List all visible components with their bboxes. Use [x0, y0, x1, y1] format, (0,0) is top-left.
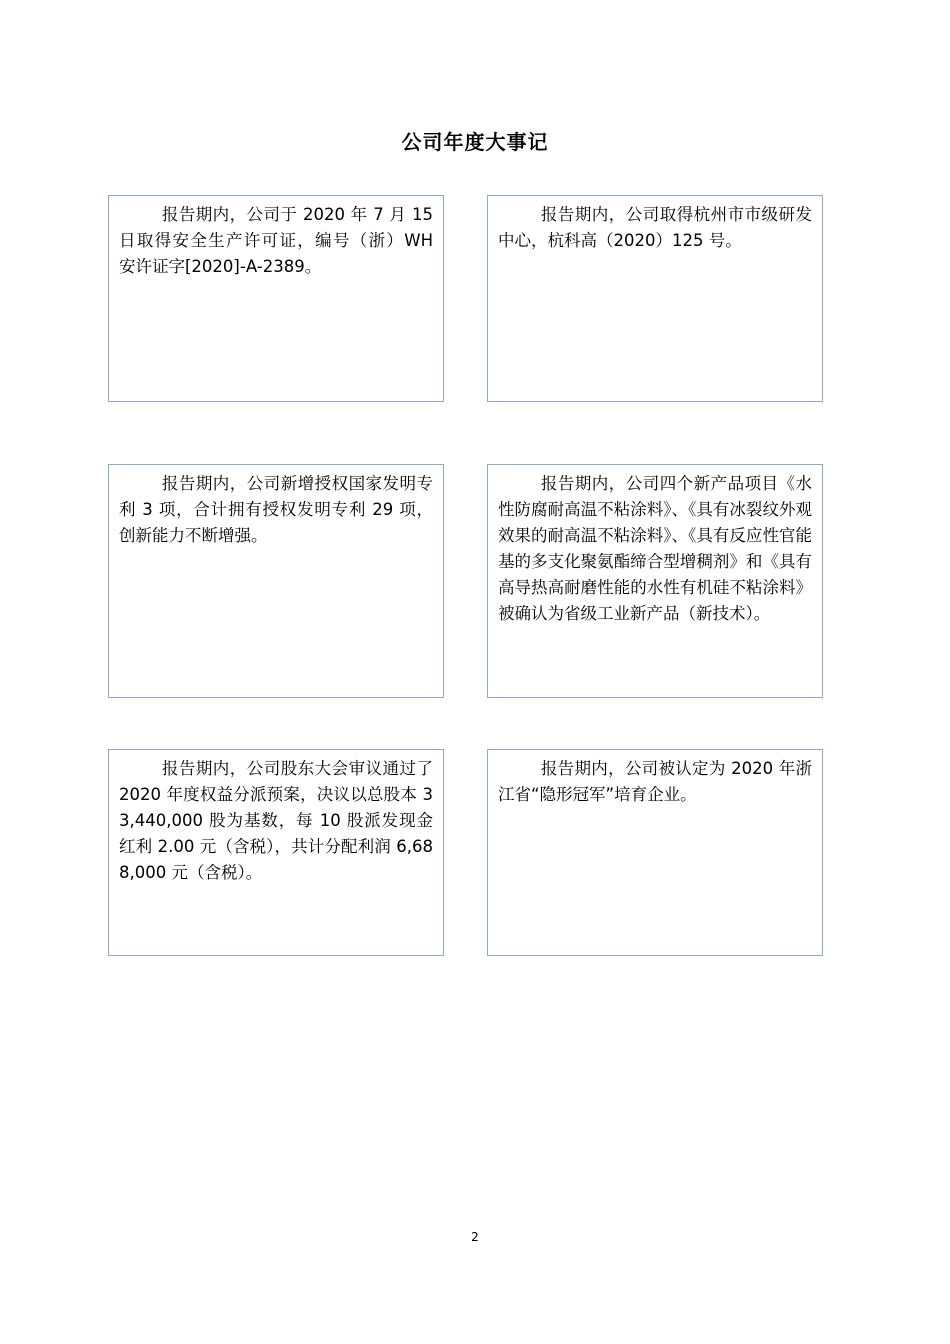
- event-box-dividend: 报告期内，公司股东大会审议通过了 2020 年度权益分派预案，决议以总股本 33,440,000 股为基数，每 10 股派发现金红利 2.00 元（含税），共计分配利润 6,688,000 元（含税）。: [108, 749, 444, 956]
- event-box-new-products: 报告期内，公司四个新产品项目《水性防腐耐高温不粘涂料》、《具有冰裂纹外观效果的耐高温不粘涂料》、《具有反应性官能基的多支化聚氨酯缔合型增稠剂》和《具有高导热高耐磨性能的水性有机硅不粘涂料》被确认为省级工业新产品（新技术）。: [487, 464, 823, 698]
- page-title: 公司年度大事记: [401, 130, 549, 154]
- event-box-rd-center: 报告期内，公司取得杭州市市级研发中心，杭科高（2020）125 号。: [487, 195, 823, 402]
- event-box-hidden-champion: 报告期内，公司被认定为 2020 年浙江省“隐形冠军”培育企业。: [487, 749, 823, 956]
- event-box-safety-license: 报告期内，公司于 2020 年 7 月 15 日取得安全生产许可证，编号（浙）WH 安许证字[2020]-A-2389。: [108, 195, 444, 402]
- event-box-patents: 报告期内，公司新增授权国家发明专利 3 项，合计拥有授权发明专利 29 项，创新能力不断增强。: [108, 464, 444, 698]
- page-number: 2: [471, 1230, 479, 1244]
